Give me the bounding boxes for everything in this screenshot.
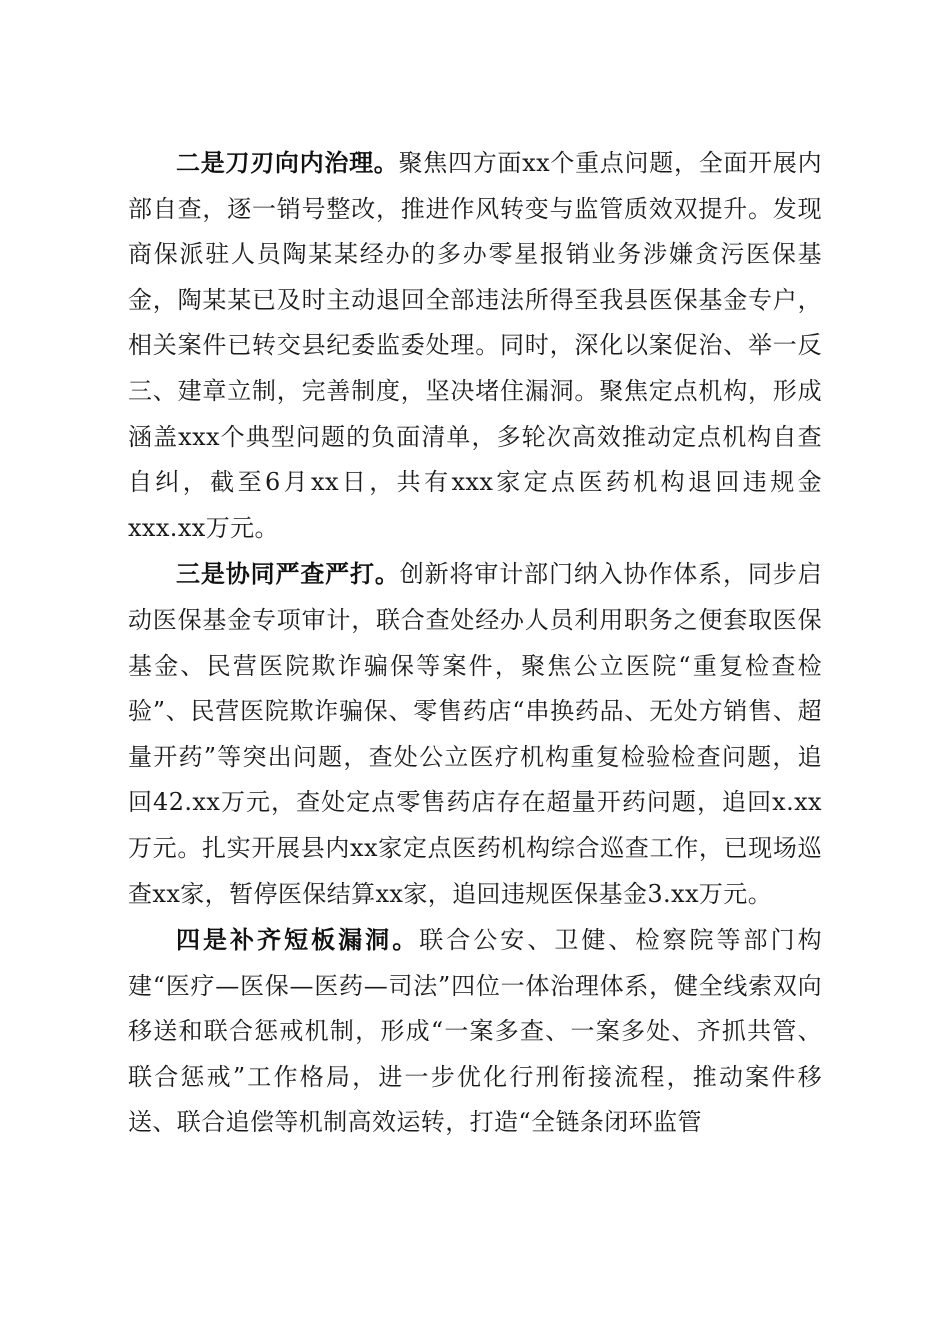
paragraph-fill-gaps: [128, 917, 822, 1146]
paragraph-body: 创新将审计部门纳入协作体系，同步启动医保基金专项审计，联合查处经办人员利用职务之便套取医保基金、民营医院欺诈骗保等案件，聚焦公立医院“重复检查检验”、民营医院欺诈骗保、零售药店“串换药品、无处方销售、超量开药”等突出问题，查处公立医疗机构重复检验检查问题，追回42.xx万元，查处定点零售药店存在超量开药问题，追回x.xx万元。扎实开展县内xx家定点医药机构综合巡查工作，已现场巡查xx家，暂停医保结算xx家，追回违规医保基金3.xx万元。: [128, 560, 822, 908]
paragraph-heading: 二是刀刃向内治理。: [176, 148, 399, 177]
paragraph-heading: 三是协同严查严打。: [176, 559, 400, 589]
paragraph-body: 联合公安、卫健、检察院等部门构建“医疗—医保—医药—司法”四位一体治理体系，健全线索双向移送和联合惩戒机制，形成“一案多查、一案多处、齐抓共管、联合惩戒”工作格局，进一步优化行刑衔接流程，推动案件移送、联合追偿等机制高效运转，打造“全链条闭环监管: [128, 926, 822, 1137]
paragraph-heading: 四是补齐短板漏洞。: [176, 925, 420, 955]
paragraph-body: 聚焦四方面xx个重点问题，全面开展内部自查，逐一销号整改，推进作风转变与监管质效双提升。发现商保派驻人员陶某某经办的多办零星报销业务涉嫌贪污医保基金，陶某某已及时主动退回全部违法所得至我县医保基金专户，相关案件已转交县纪委监委处理。同时，深化以案促治、举一反三、建章立制，完善制度，坚决堵住漏洞。聚焦定点机构，形成涵盖xxx个典型问题的负面清单，多轮次高效推动定点机构自查自纠，截至6月xx日，共有xxx家定点医药机构退回违规金xxx.xx万元。: [128, 149, 822, 542]
document-page: [128, 140, 822, 1146]
paragraph-internal-governance: [128, 140, 822, 551]
paragraph-joint-crackdown: [128, 551, 822, 917]
